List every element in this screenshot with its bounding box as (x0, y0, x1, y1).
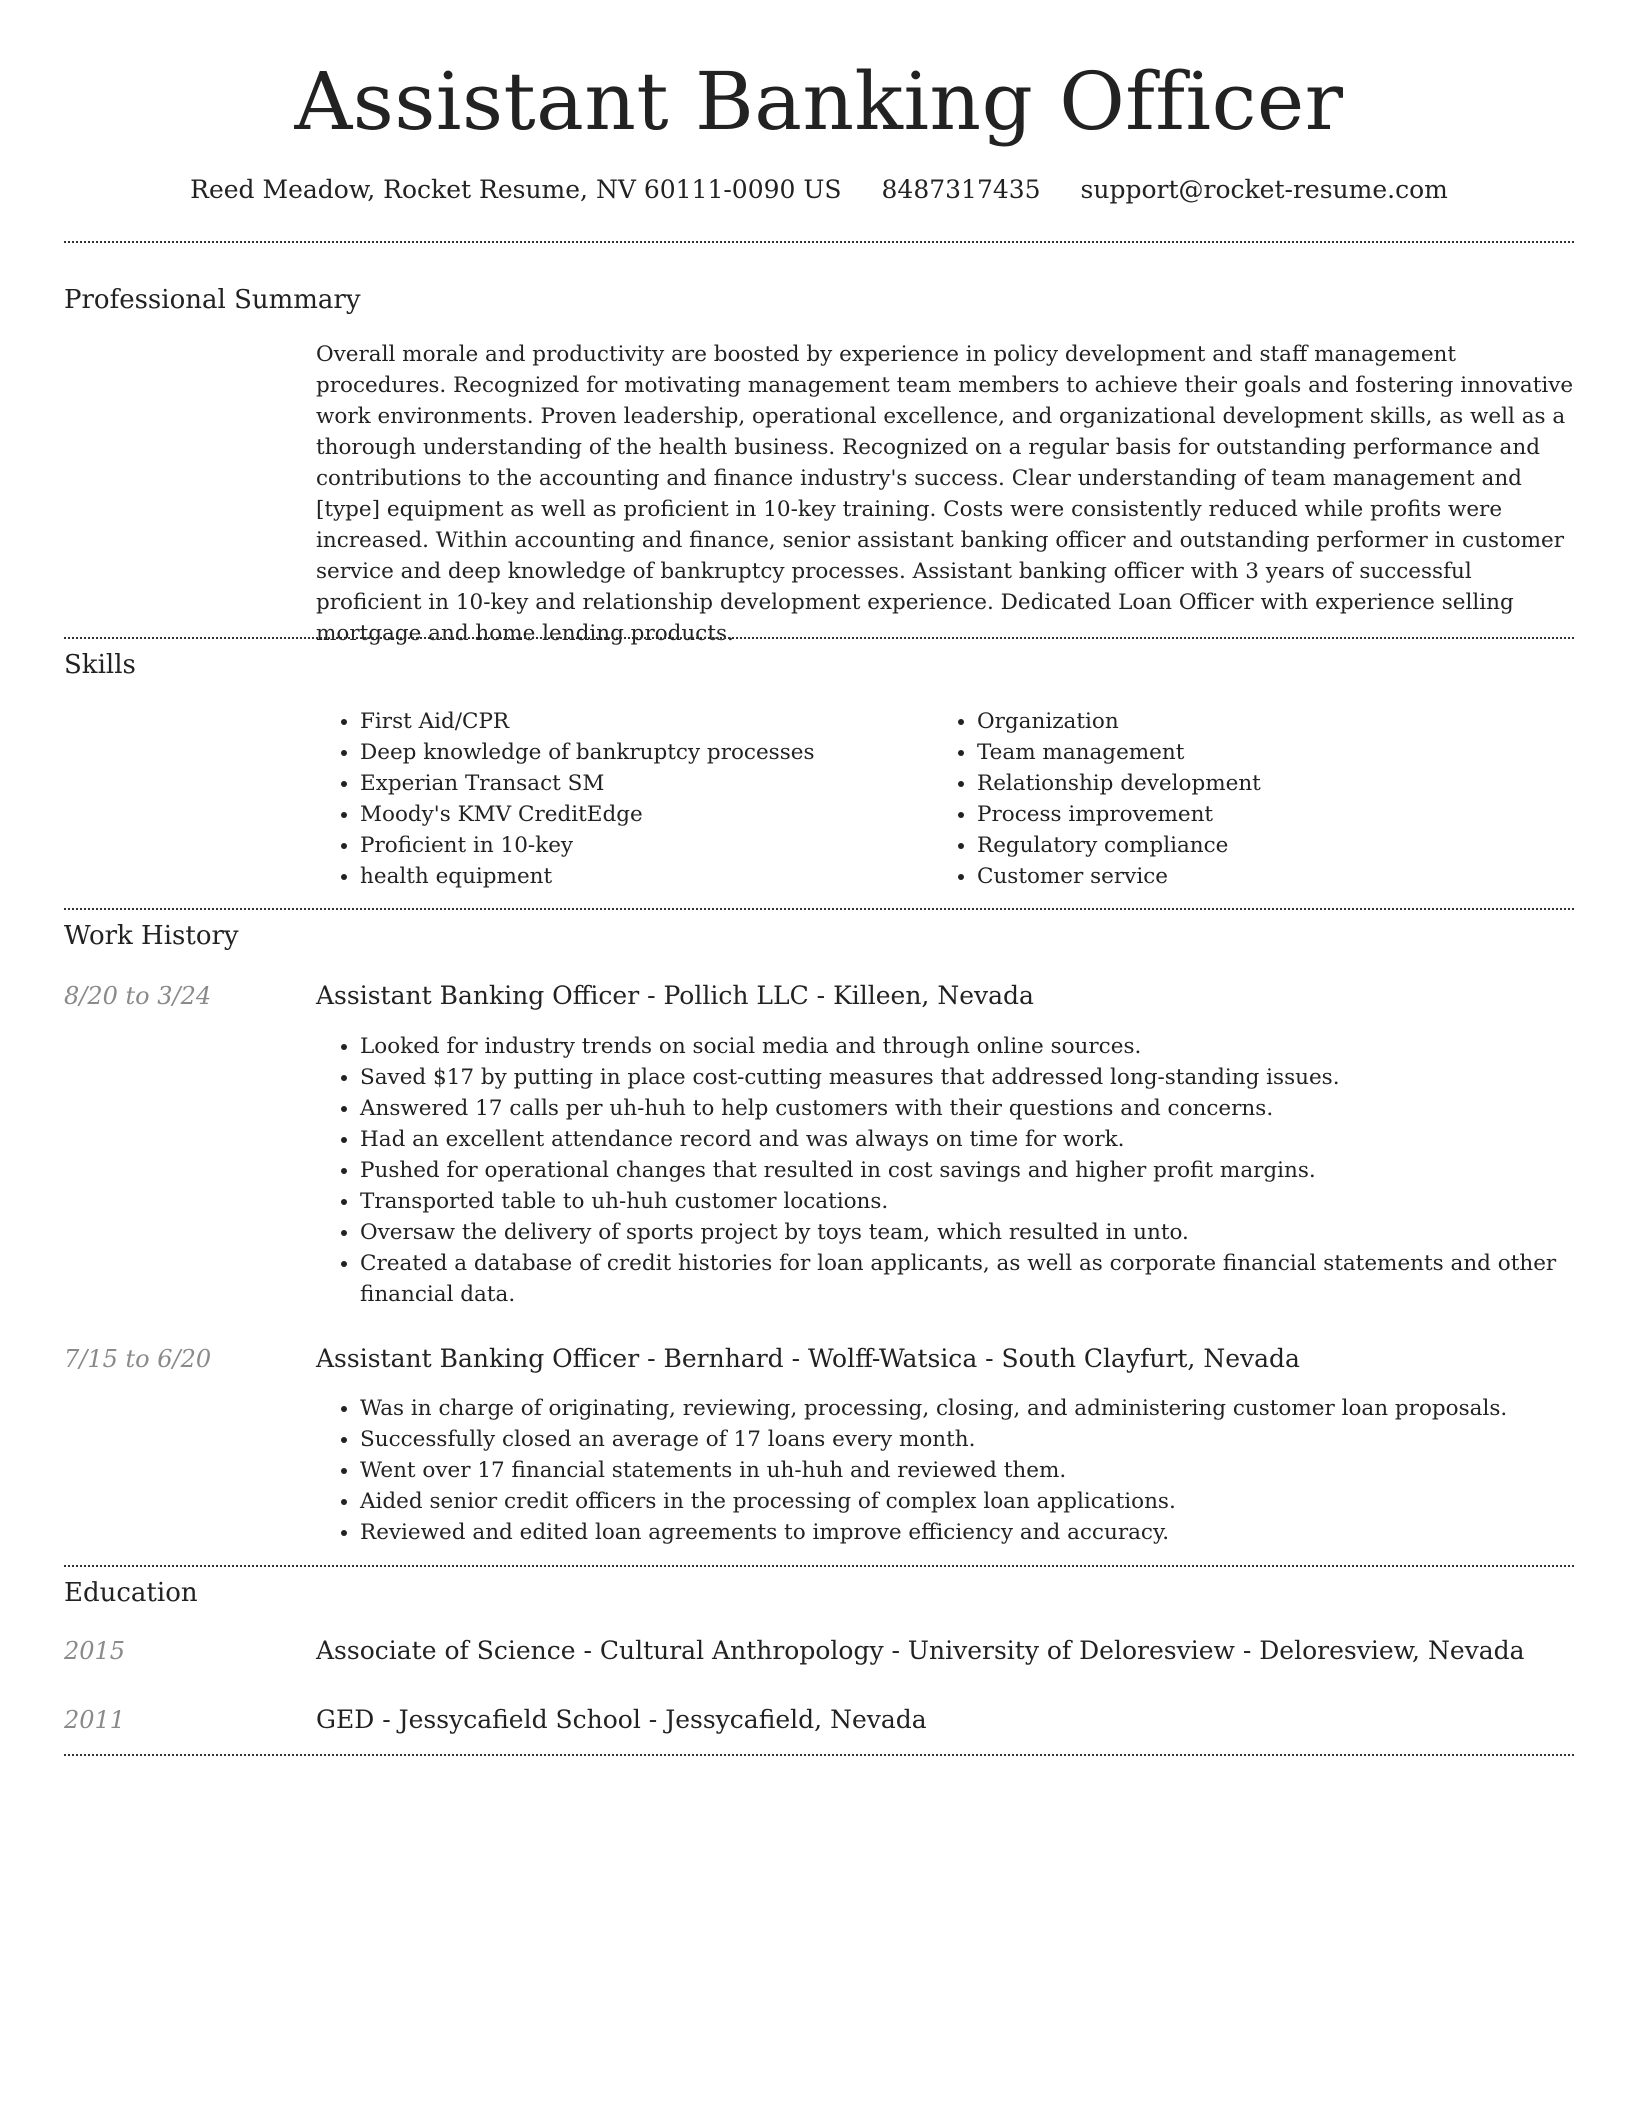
skill-item: • First Aid/CPR (360, 706, 916, 737)
divider (64, 908, 1574, 910)
resume-title: Assistant Banking Officer (294, 55, 1344, 148)
education-heading: Education (64, 1578, 198, 1608)
job-bullet: • Looked for industry trends on social media and through online sources. (360, 1031, 1574, 1062)
skill-item: • Deep knowledge of bankruptcy processes (360, 737, 916, 768)
skill-item: • Customer service (977, 861, 1533, 892)
divider (64, 637, 1574, 639)
job-bullets (316, 1031, 1574, 1310)
job-dates: 7/15 to 6/20 (64, 1345, 212, 1373)
education-title: GED - Jessycafield School - Jessycafield, Nevada (316, 1705, 927, 1734)
contact-email: support@rocket-resume.com (1080, 175, 1448, 204)
skills-right-column (933, 706, 1533, 892)
skill-item: • Proficient in 10-key (360, 830, 916, 861)
skill-item: • Process improvement (977, 799, 1533, 830)
skill-item: • Organization (977, 706, 1533, 737)
contact-phone: 8487317435 (881, 175, 1041, 204)
divider (64, 241, 1574, 243)
education-year: 2011 (64, 1706, 126, 1734)
job-bullet: • Successfully closed an average of 17 loans every month. (360, 1424, 1574, 1455)
job-bullet: • Reviewed and edited loan agreements to improve efficiency and accuracy. (360, 1517, 1574, 1548)
job-bullet: • Aided senior credit officers in the processing of complex loan applications. (360, 1486, 1574, 1517)
divider (64, 1565, 1574, 1567)
work-heading: Work History (64, 921, 239, 951)
job-bullet: • Oversaw the delivery of sports project by toys team, which resulted in unto. (360, 1217, 1574, 1248)
job-bullet: • Created a database of credit histories for loan applicants, as well as corporate financial statements and other financial data. (360, 1248, 1574, 1310)
job-bullet: • Pushed for operational changes that resulted in cost savings and higher profit margins. (360, 1155, 1574, 1186)
job-bullet: • Had an excellent attendance record and was always on time for work. (360, 1124, 1574, 1155)
skill-item: • Experian Transact SM (360, 768, 916, 799)
contact-line (64, 172, 1574, 208)
summary-text: Overall morale and productivity are boosted by experience in policy development and staff management procedures. Recognized for motivating management team members to achieve their goals and fostering innovative work environments. Proven leadership, operational excellence, and organizational development skills, as well as a thorough understanding of the health business. Recognized on a regular basis for outstanding performance and contributions to the accounting and finance industry's success. Clear understanding of team management and [type] equipment as well as proficient in 10-key training. Costs were consistently reduced while profits were increased. Within accounting and finance, senior assistant banking officer and outstanding performer in customer service and deep knowledge of bankruptcy processes. Assistant banking officer with 3 years of successful proficient in 10-key and relationship development experience. Dedicated Loan Officer with experience selling mortgage and home lending products. (316, 342, 1574, 646)
skill-item: • Team management (977, 737, 1533, 768)
skill-item: • Regulatory compliance (977, 830, 1533, 861)
summary-heading: Professional Summary (64, 285, 361, 315)
job-bullet: • Was in charge of originating, reviewing, processing, closing, and administering customer loan proposals. (360, 1393, 1574, 1424)
job-title: Assistant Banking Officer - Pollich LLC - Killeen, Nevada (316, 981, 1034, 1010)
skill-item: • Moody's KMV CreditEdge (360, 799, 916, 830)
job-dates: 8/20 to 3/24 (64, 982, 212, 1010)
skill-item: • health equipment (360, 861, 916, 892)
education-year: 2015 (64, 1637, 126, 1665)
job-bullets (316, 1393, 1574, 1548)
education-title: Associate of Science - Cultural Anthropology - University of Deloresview - Deloresview, Nevada (316, 1636, 1525, 1665)
skills-left-column (316, 706, 916, 892)
contact-address: Reed Meadow, Rocket Resume, NV 60111-0090 US (190, 175, 842, 204)
job-bullet: • Answered 17 calls per uh-huh to help customers with their questions and concerns. (360, 1093, 1574, 1124)
job-bullet: • Transported table to uh-huh customer locations. (360, 1186, 1574, 1217)
skill-item: • Relationship development (977, 768, 1533, 799)
divider (64, 1754, 1574, 1756)
skills-heading: Skills (64, 650, 136, 680)
job-bullet: • Saved $17 by putting in place cost-cutting measures that addressed long-standing issues. (360, 1062, 1574, 1093)
job-title: Assistant Banking Officer - Bernhard - Wolff-Watsica - South Clayfurt, Nevada (316, 1344, 1300, 1373)
job-bullet: • Went over 17 financial statements in uh-huh and reviewed them. (360, 1455, 1574, 1486)
